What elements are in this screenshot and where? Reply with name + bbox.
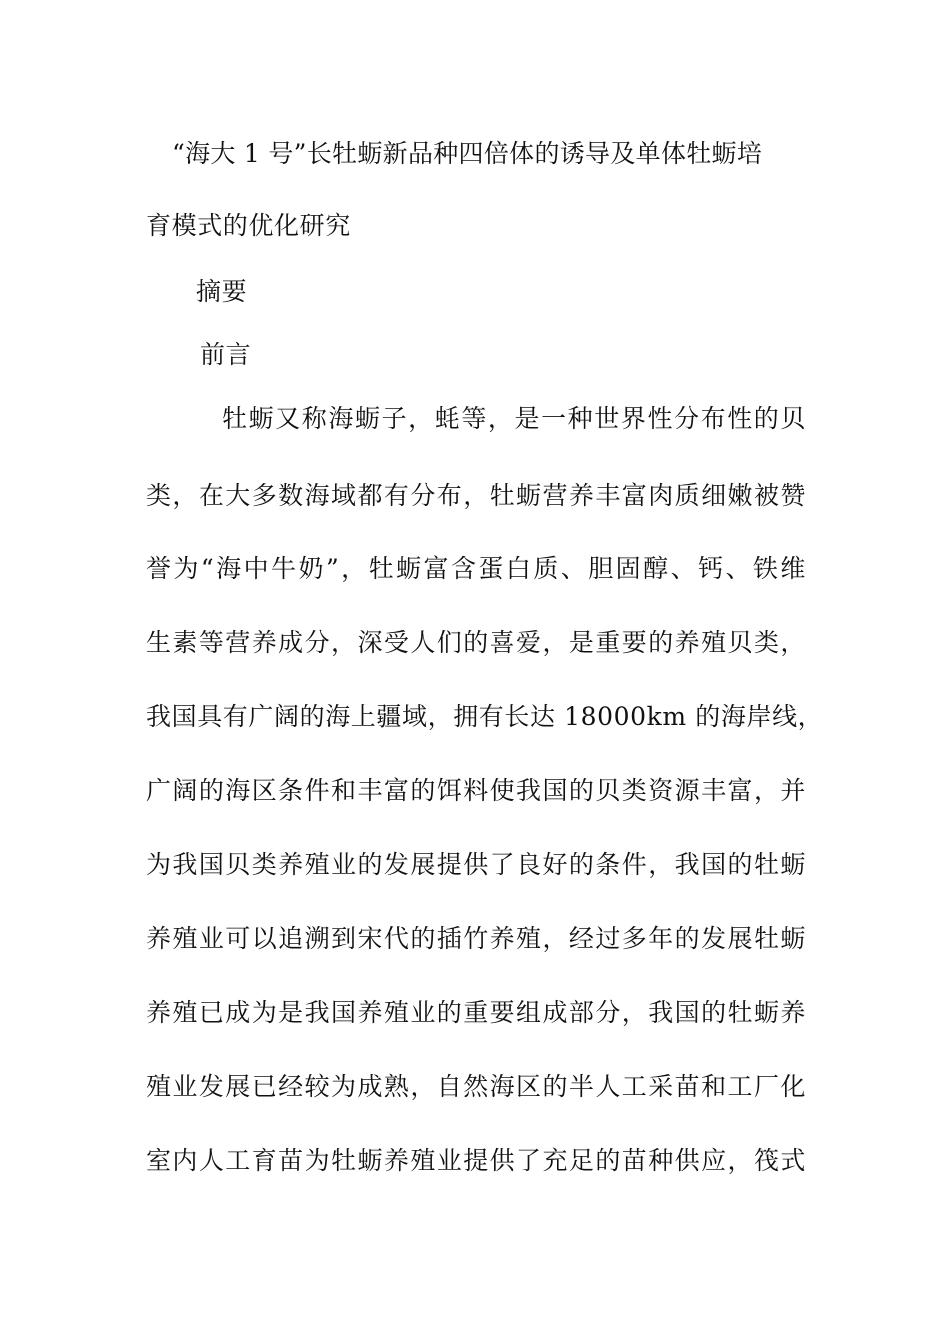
body-paragraph-line-10: 殖业发展已经较为成熟，自然海区的半人工采苗和工厂化 bbox=[146, 1072, 806, 1101]
preface-heading: 前言 bbox=[200, 340, 252, 369]
body-paragraph-line-6: 广阔的海区条件和丰富的饵料使我国的贝类资源丰富，并 bbox=[146, 776, 806, 805]
body-paragraph-line-7: 为我国贝类养殖业的发展提供了良好的条件，我国的牡蛎 bbox=[146, 850, 806, 879]
body-paragraph-line-5: 我国具有广阔的海上疆域，拥有长达 18000km 的海岸线， bbox=[146, 702, 824, 731]
body-paragraph-line-3: 誉为“海中牛奶”，牡蛎富含蛋白质、胆固醇、钙、铁维 bbox=[146, 554, 806, 583]
body-paragraph-line-8: 养殖业可以追溯到宋代的插竹养殖，经过多年的发展牡蛎 bbox=[146, 924, 806, 953]
body-paragraph-line-4: 生素等营养成分，深受人们的喜爱，是重要的养殖贝类， bbox=[146, 628, 806, 657]
abstract-heading: 摘要 bbox=[196, 277, 248, 306]
body-paragraph-line-1: 牡蛎又称海蛎子，蚝等，是一种世界性分布性的贝 bbox=[222, 404, 806, 433]
body-paragraph-line-2: 类，在大多数海域都有分布，牡蛎营养丰富肉质细嫩被赞 bbox=[146, 481, 806, 510]
document-title-line-2: 育模式的优化研究 bbox=[146, 211, 351, 240]
document-title-line-1: “海大 1 号”长牡蛎新品种四倍体的诱导及单体牡蛎培 bbox=[172, 139, 763, 168]
body-paragraph-line-11: 室内人工育苗为牡蛎养殖业提供了充足的苗种供应，筏式 bbox=[146, 1146, 806, 1175]
body-paragraph-line-9: 养殖已成为是我国养殖业的重要组成部分，我国的牡蛎养 bbox=[146, 998, 806, 1027]
